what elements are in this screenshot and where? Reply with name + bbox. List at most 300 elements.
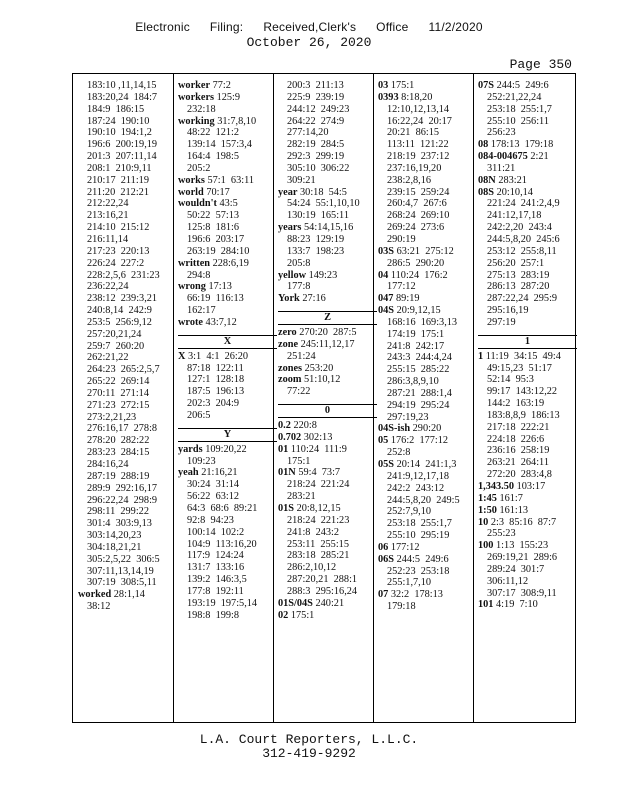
index-refs: 17:13 bbox=[208, 281, 232, 293]
index-refs: 242:2 243:12 bbox=[387, 482, 445, 494]
index-term: written bbox=[178, 257, 211, 269]
index-continuation bbox=[78, 376, 177, 388]
index-continuation bbox=[278, 515, 377, 527]
index-continuation bbox=[478, 258, 577, 270]
index-refs: 139:14 157:3,4 bbox=[187, 139, 252, 151]
index-term: York bbox=[278, 293, 300, 305]
index-term: 01N bbox=[278, 467, 296, 479]
index-term: 1 bbox=[478, 350, 484, 362]
index-term: 047 bbox=[378, 293, 394, 305]
index-refs: 296:22,24 298:9 bbox=[87, 494, 158, 506]
index-term: 03 bbox=[378, 80, 389, 91]
index-term: 05S bbox=[378, 459, 395, 470]
index-refs: 89:19 bbox=[396, 293, 420, 305]
index-continuation bbox=[378, 483, 477, 495]
index-continuation bbox=[78, 518, 177, 530]
index-continuation bbox=[178, 104, 277, 116]
index-refs: 109:20,22 bbox=[205, 443, 247, 455]
index-continuation bbox=[278, 139, 377, 151]
index-entry bbox=[278, 374, 377, 386]
index-refs: 183:10 ,11,14,15 bbox=[87, 80, 157, 91]
index-term: working bbox=[178, 115, 215, 127]
index-refs: 283:21 bbox=[287, 491, 316, 503]
index-continuation bbox=[478, 198, 577, 210]
index-continuation bbox=[178, 503, 277, 515]
index-continuation bbox=[478, 398, 577, 410]
index-continuation bbox=[78, 293, 177, 305]
index-entry bbox=[278, 467, 377, 479]
index-refs: 211:20 212:21 bbox=[87, 186, 149, 198]
index-refs: 295:16,19 bbox=[487, 305, 529, 317]
index-refs: 270:11 271:14 bbox=[87, 387, 149, 399]
index-term: years bbox=[278, 222, 302, 234]
index-term: yards bbox=[178, 443, 203, 455]
index-continuation bbox=[178, 374, 277, 386]
index-continuation bbox=[478, 363, 577, 375]
index-continuation bbox=[178, 246, 277, 258]
index-refs: 238:12 239:3,21 bbox=[87, 293, 158, 305]
index-continuation bbox=[278, 351, 377, 363]
index-continuation bbox=[78, 104, 177, 116]
index-continuation bbox=[78, 601, 177, 613]
index-refs: 210:17 211:19 bbox=[87, 174, 149, 186]
index-refs: 1:13 155:23 bbox=[496, 540, 549, 552]
index-refs: 20:14 241:1,3 bbox=[396, 459, 457, 470]
index-refs: 260:4,7 267:6 bbox=[387, 198, 447, 210]
index-refs: 110:24 176:2 bbox=[390, 269, 448, 281]
index-refs: 2:3 85:16 87:7 bbox=[490, 516, 557, 528]
index-continuation bbox=[178, 305, 277, 317]
index-continuation bbox=[78, 400, 177, 412]
index-column-3 bbox=[278, 80, 377, 718]
index-continuation bbox=[178, 222, 277, 234]
index-continuation bbox=[478, 374, 577, 386]
index-term: 08S bbox=[478, 186, 495, 198]
index-continuation bbox=[178, 363, 277, 375]
index-continuation bbox=[378, 281, 477, 293]
index-continuation bbox=[78, 412, 177, 424]
index-refs: 131:7 133:16 bbox=[187, 562, 245, 574]
index-refs: 228:2,5,6 231:23 bbox=[87, 269, 160, 281]
index-term: yellow bbox=[278, 269, 307, 281]
index-continuation bbox=[478, 293, 577, 305]
index-entry bbox=[478, 80, 577, 92]
index-refs: 228:6,19 bbox=[212, 257, 249, 269]
index-refs: 241:8 242:17 bbox=[387, 340, 445, 352]
index-refs: 43:5 bbox=[219, 198, 238, 210]
index-refs: 183:20,24 184:7 bbox=[87, 91, 158, 103]
index-continuation bbox=[78, 246, 177, 258]
index-refs: 283:18 285:21 bbox=[287, 550, 350, 562]
page-number: Page 350 bbox=[509, 57, 572, 72]
index-refs: 59:4 73:7 bbox=[298, 467, 341, 479]
index-refs: 202:3 204:9 bbox=[187, 398, 240, 410]
index-refs: 286:5 290:20 bbox=[387, 257, 445, 269]
index-continuation bbox=[78, 139, 177, 151]
index-refs: 206:5 bbox=[187, 409, 211, 421]
index-refs: 278:20 282:22 bbox=[87, 435, 150, 447]
index-continuation bbox=[378, 412, 477, 424]
index-continuation bbox=[278, 104, 377, 116]
index-refs: 240:8,14 242:9 bbox=[87, 305, 152, 317]
index-continuation bbox=[78, 483, 177, 495]
index-continuation bbox=[378, 175, 477, 187]
index-refs: 294:19 295:24 bbox=[387, 399, 450, 411]
index-refs: 283:23 284:15 bbox=[87, 447, 150, 459]
index-refs: 264:22 274:9 bbox=[287, 115, 345, 127]
index-refs: 276:16,17 278:8 bbox=[87, 423, 158, 435]
index-continuation bbox=[278, 198, 377, 210]
index-entry bbox=[478, 151, 577, 163]
index-refs: 286:2,10,12 bbox=[287, 562, 337, 574]
index-continuation bbox=[378, 222, 477, 234]
index-continuation bbox=[278, 586, 377, 598]
index-continuation bbox=[78, 388, 177, 400]
index-refs: 110:24 111:9 bbox=[290, 443, 347, 455]
index-refs: 177:8 192:11 bbox=[187, 585, 244, 597]
index-refs: 256:20 257:1 bbox=[487, 257, 545, 269]
index-refs: 183:8,8,9 186:13 bbox=[487, 409, 560, 421]
index-entry bbox=[278, 610, 377, 622]
index-continuation bbox=[278, 163, 377, 175]
index-refs: 236:16 258:19 bbox=[487, 445, 550, 457]
index-continuation bbox=[78, 198, 177, 210]
index-continuation bbox=[78, 210, 177, 222]
index-continuation bbox=[178, 139, 277, 151]
index-continuation bbox=[378, 400, 477, 412]
index-refs: 38:12 bbox=[87, 601, 111, 613]
index-refs: 262:21,22 bbox=[87, 352, 129, 364]
index-entry bbox=[478, 351, 577, 363]
index-refs: 253:18 255:1,7 bbox=[387, 518, 452, 530]
index-refs: 307:17 308:9,11 bbox=[487, 587, 557, 599]
index-term: 01S/04S bbox=[278, 597, 313, 609]
index-continuation bbox=[78, 329, 177, 341]
index-entry bbox=[178, 92, 277, 104]
index-continuation bbox=[178, 598, 277, 610]
index-entry bbox=[478, 187, 577, 199]
index-continuation bbox=[378, 364, 477, 376]
index-continuation bbox=[178, 386, 277, 398]
index-continuation bbox=[278, 527, 377, 539]
index-refs: 144:2 163:19 bbox=[487, 398, 545, 410]
index-refs: 275:13 283:19 bbox=[487, 269, 550, 281]
index-refs: 20:8,12,15 bbox=[296, 503, 341, 514]
index-column-1 bbox=[78, 80, 177, 718]
index-continuation bbox=[278, 151, 377, 163]
index-refs: 20:21 86:15 bbox=[387, 127, 440, 139]
index-refs: 198:8 199:8 bbox=[187, 609, 240, 621]
index-refs: 52:14 95:3 bbox=[487, 374, 534, 386]
index-continuation bbox=[78, 530, 177, 542]
index-refs: 286:3,8,9,10 bbox=[387, 376, 439, 388]
index-entry bbox=[378, 589, 477, 601]
index-continuation bbox=[78, 92, 177, 104]
index-entry bbox=[378, 554, 477, 566]
index-refs: 30:24 31:14 bbox=[187, 479, 240, 491]
index-refs: 297:19 bbox=[487, 316, 516, 328]
index-entry bbox=[378, 92, 477, 104]
index-continuation bbox=[78, 222, 177, 234]
index-refs: 309:21 bbox=[287, 174, 316, 186]
index-continuation bbox=[178, 163, 277, 175]
index-continuation bbox=[78, 554, 177, 566]
index-refs: 50:22 57:13 bbox=[187, 210, 240, 222]
index-term: wrote bbox=[178, 316, 203, 328]
index-refs: 208:1 210:9,11 bbox=[87, 162, 152, 174]
index-refs: 238:2,8,16 bbox=[387, 174, 432, 186]
index-continuation bbox=[278, 175, 377, 187]
index-refs: 287:21 288:1,4 bbox=[387, 387, 452, 399]
index-refs: 298:11 299:22 bbox=[87, 506, 149, 518]
index-continuation bbox=[478, 210, 577, 222]
deposition-date: October 26, 2020 bbox=[246, 35, 372, 50]
index-continuation bbox=[278, 539, 377, 551]
index-continuation bbox=[78, 281, 177, 293]
index-continuation bbox=[278, 562, 377, 574]
index-refs: 103:17 bbox=[516, 481, 546, 492]
index-term: 08 bbox=[478, 139, 489, 151]
index-continuation bbox=[178, 293, 277, 305]
index-entry bbox=[178, 467, 277, 479]
index-continuation bbox=[478, 246, 577, 258]
index-refs: 133:7 198:23 bbox=[287, 245, 345, 257]
index-continuation bbox=[278, 479, 377, 491]
index-continuation bbox=[278, 116, 377, 128]
index-continuation bbox=[478, 281, 577, 293]
index-refs: 263:21 264:11 bbox=[487, 457, 549, 469]
index-term: works bbox=[178, 174, 205, 186]
index-refs: 27:16 bbox=[302, 293, 326, 305]
index-refs: 184:9 186:15 bbox=[87, 103, 145, 115]
index-refs: 244:5,8,20 249:5 bbox=[387, 494, 460, 506]
index-refs: 294:8 bbox=[187, 269, 211, 281]
index-refs: 220:8 bbox=[293, 420, 317, 432]
index-continuation bbox=[478, 305, 577, 317]
index-term: 0393 bbox=[378, 91, 399, 103]
index-refs: 63:21 275:12 bbox=[396, 245, 454, 257]
index-continuation bbox=[378, 388, 477, 400]
index-refs: 205:2 bbox=[187, 162, 211, 174]
index-entry bbox=[378, 305, 477, 317]
index-refs: 196:6 203:17 bbox=[187, 233, 245, 245]
index-refs: 240:21 bbox=[315, 597, 345, 609]
section-header: 1 bbox=[478, 335, 577, 349]
index-refs: 255:10 295:19 bbox=[387, 530, 450, 542]
index-continuation bbox=[378, 104, 477, 116]
index-refs: 193:19 197:5,14 bbox=[187, 597, 258, 609]
index-refs: 252:8 bbox=[387, 447, 411, 459]
index-entry bbox=[178, 80, 277, 92]
index-continuation bbox=[178, 479, 277, 491]
index-refs: 11:19 34:15 49:4 bbox=[485, 350, 561, 362]
index-entry bbox=[178, 175, 277, 187]
index-refs: 161:7 bbox=[499, 492, 523, 504]
index-continuation bbox=[78, 151, 177, 163]
index-refs: 213:16,21 bbox=[87, 210, 129, 222]
index-refs: 117:9 124:24 bbox=[187, 550, 244, 562]
index-term: 05 bbox=[378, 435, 389, 447]
index-refs: 162:17 bbox=[187, 305, 216, 317]
index-continuation bbox=[378, 151, 477, 163]
index-entry bbox=[178, 444, 277, 456]
index-refs: 161:13 bbox=[499, 504, 529, 516]
index-continuation bbox=[78, 234, 177, 246]
index-continuation bbox=[378, 447, 477, 459]
index-refs: 287:20,21 288:1 bbox=[287, 574, 358, 586]
index-refs: 51:10,12 bbox=[304, 374, 341, 386]
index-continuation bbox=[78, 305, 177, 317]
index-term: 07S bbox=[478, 80, 495, 91]
section-header: 0 bbox=[278, 404, 377, 418]
index-continuation bbox=[378, 352, 477, 364]
index-term: zone bbox=[278, 338, 299, 350]
index-continuation bbox=[78, 341, 177, 353]
index-refs: 302:13 bbox=[303, 431, 333, 443]
index-entry bbox=[178, 198, 277, 210]
index-continuation bbox=[478, 234, 577, 246]
index-term: 101 bbox=[478, 599, 494, 611]
index-refs: 301:4 303:9,13 bbox=[87, 518, 152, 530]
index-continuation bbox=[378, 601, 477, 613]
index-column-5 bbox=[478, 80, 577, 718]
index-refs: 251:24 bbox=[287, 350, 316, 362]
index-refs: 190:10 194:1,2 bbox=[87, 127, 152, 139]
index-term: world bbox=[178, 186, 204, 198]
index-refs: 307:19 308:5,11 bbox=[87, 577, 157, 589]
index-term: 10 bbox=[478, 516, 489, 528]
index-refs: 12:10,12,13,14 bbox=[387, 103, 450, 115]
index-term: 1:50 bbox=[478, 504, 497, 516]
reporter-firm: L.A. Court Reporters, L.L.C. bbox=[199, 732, 419, 747]
index-continuation bbox=[278, 92, 377, 104]
index-continuation bbox=[78, 258, 177, 270]
index-entry bbox=[278, 187, 377, 199]
index-continuation bbox=[478, 469, 577, 481]
index-term: 04S bbox=[378, 305, 395, 317]
index-refs: 64:3 68:6 89:21 bbox=[187, 503, 258, 514]
index-entry bbox=[478, 139, 577, 151]
index-refs: 174:19 175:1 bbox=[387, 328, 445, 340]
index-refs: 237:16,19,20 bbox=[387, 162, 442, 174]
index-term: 0.702 bbox=[278, 431, 302, 443]
index-refs: 282:19 284:5 bbox=[287, 139, 345, 151]
index-refs: 177:12 bbox=[390, 541, 420, 553]
index-frame bbox=[72, 73, 576, 723]
index-refs: 49:15,23 51:17 bbox=[487, 362, 552, 374]
index-continuation bbox=[478, 317, 577, 329]
index-continuation bbox=[278, 386, 377, 398]
index-continuation bbox=[78, 80, 177, 92]
index-refs: 3:1 4:1 26:20 bbox=[188, 350, 249, 362]
index-continuation bbox=[278, 258, 377, 270]
index-continuation bbox=[378, 127, 477, 139]
index-refs: 245:11,12,17 bbox=[300, 338, 355, 350]
index-refs: 109:23 bbox=[187, 455, 216, 467]
index-entry bbox=[378, 246, 477, 258]
index-continuation bbox=[278, 246, 377, 258]
index-entry bbox=[278, 598, 377, 610]
index-refs: 2:21 bbox=[530, 151, 549, 163]
index-continuation bbox=[478, 588, 577, 600]
index-continuation bbox=[378, 566, 477, 578]
index-refs: 253:11 255:15 bbox=[287, 538, 349, 550]
index-refs: 77:22 bbox=[287, 386, 311, 398]
index-refs: 30:18 54:5 bbox=[300, 186, 347, 198]
index-refs: 286:13 287:20 bbox=[487, 281, 550, 293]
received-text: Received,Clerk's bbox=[263, 20, 357, 34]
index-refs: 244:12 249:23 bbox=[287, 103, 350, 115]
index-column-4 bbox=[378, 80, 477, 718]
index-refs: 187:24 190:10 bbox=[87, 115, 150, 127]
index-entry bbox=[278, 363, 377, 375]
index-continuation bbox=[378, 116, 477, 128]
index-term: 04 bbox=[378, 269, 389, 281]
index-continuation bbox=[378, 317, 477, 329]
section-header: Y bbox=[178, 428, 277, 442]
index-refs: 283:21 bbox=[498, 174, 527, 186]
index-continuation bbox=[178, 562, 277, 574]
index-continuation bbox=[78, 542, 177, 554]
index-refs: 244:5 249:6 bbox=[496, 80, 549, 91]
index-entry bbox=[478, 505, 577, 517]
index-continuation bbox=[178, 586, 277, 598]
index-refs: 253:5 256:9,12 bbox=[87, 316, 152, 328]
index-refs: 66:19 116:13 bbox=[187, 293, 244, 305]
index-continuation bbox=[78, 423, 177, 435]
index-entry bbox=[478, 599, 577, 611]
index-refs: 225:9 239:19 bbox=[287, 91, 345, 103]
index-continuation bbox=[478, 270, 577, 282]
index-continuation bbox=[378, 198, 477, 210]
section-header: Z bbox=[278, 311, 377, 325]
index-term: 01 bbox=[278, 443, 289, 455]
index-continuation bbox=[178, 491, 277, 503]
index-refs: 292:3 299:19 bbox=[287, 151, 345, 163]
index-refs: 304:18,21,21 bbox=[87, 541, 142, 553]
index-entry bbox=[178, 351, 277, 363]
index-refs: 164:4 198:5 bbox=[187, 151, 240, 163]
index-continuation bbox=[478, 92, 577, 104]
index-term: 04S-ish bbox=[378, 423, 411, 435]
index-continuation bbox=[278, 80, 377, 92]
index-refs: 236:22,24 bbox=[87, 281, 129, 293]
index-refs: 232:18 bbox=[187, 103, 216, 115]
index-refs: 263:19 284:10 bbox=[187, 245, 250, 257]
index-entry bbox=[178, 187, 277, 199]
index-term: 084-004675 bbox=[478, 151, 528, 163]
index-refs: 239:15 259:24 bbox=[387, 186, 450, 198]
index-entry bbox=[478, 493, 577, 505]
index-continuation bbox=[378, 163, 477, 175]
reporter-phone: 312-419-9292 bbox=[262, 746, 356, 761]
index-term: workers bbox=[178, 91, 215, 103]
index-entry bbox=[278, 327, 377, 339]
index-refs: 99:17 143:12,22 bbox=[487, 386, 558, 398]
index-continuation bbox=[378, 139, 477, 151]
index-refs: 57:1 63:11 bbox=[207, 174, 254, 186]
index-continuation bbox=[178, 410, 277, 422]
index-continuation bbox=[78, 317, 177, 329]
filing-label: Electronic bbox=[135, 20, 190, 34]
index-refs: 8:18,20 bbox=[401, 91, 433, 103]
index-refs: 256:23 bbox=[487, 127, 516, 139]
index-refs: 139:2 146:3,5 bbox=[187, 574, 247, 586]
index-term: yeah bbox=[178, 467, 199, 479]
index-refs: 130:19 165:11 bbox=[287, 210, 349, 222]
index-continuation bbox=[78, 352, 177, 364]
index-refs: 269:24 273:6 bbox=[387, 222, 445, 234]
